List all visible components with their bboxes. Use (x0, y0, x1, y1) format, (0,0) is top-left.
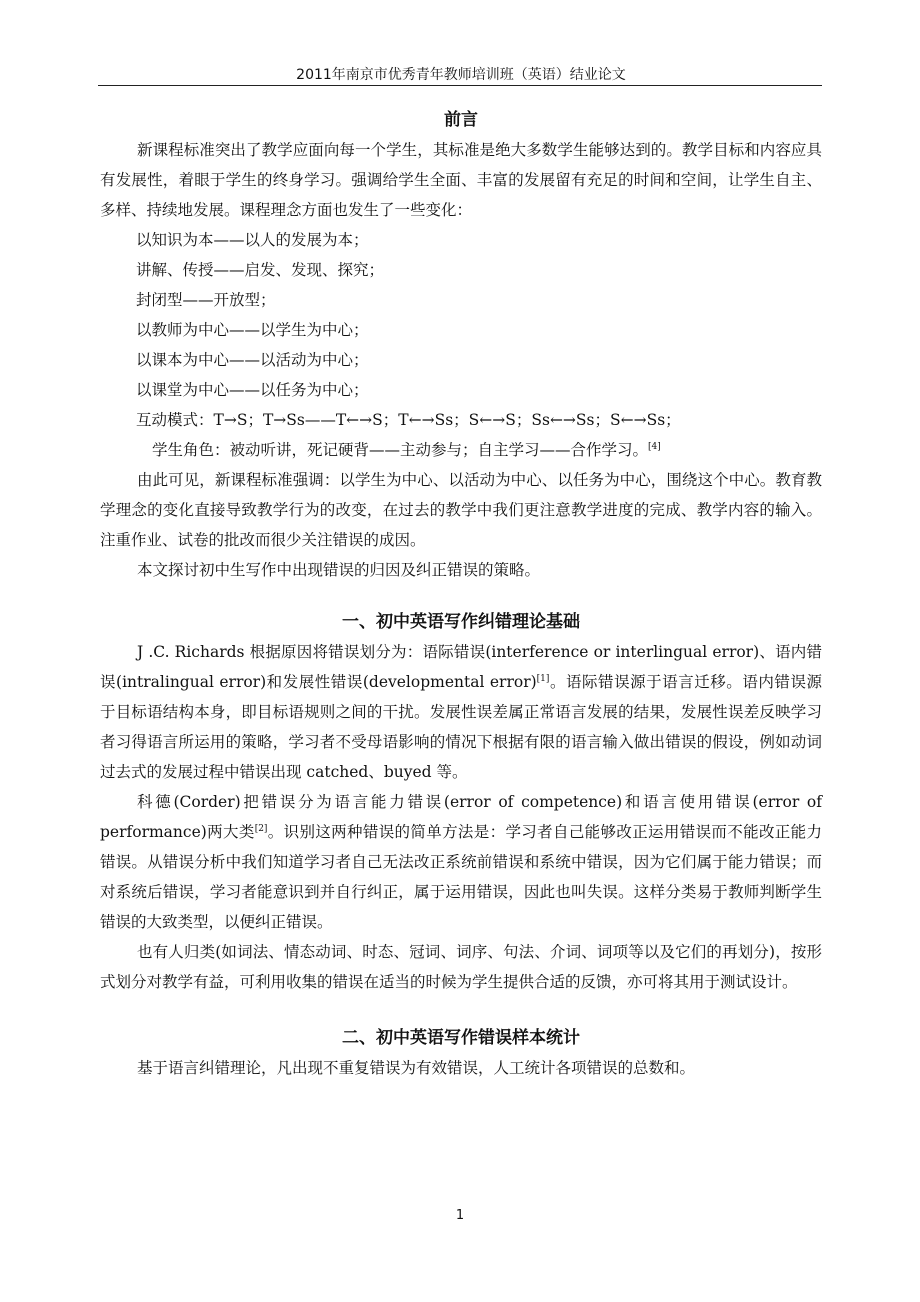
student-roles-text: 学生角色：被动听讲，死记硬背——主动参与；自主学习——合作学习。 (152, 441, 649, 459)
page-number: 1 (455, 1208, 465, 1223)
list-item: 以课本为中心——以活动为中心； (136, 351, 369, 369)
list-item: 封闭型——开放型； (136, 291, 276, 309)
preface-intro: 新课程标准突出了教学应面向每一个学生，其标准是绝大多数学生能够达到的。教学目标和内容应具有发展性，着眼于学生的终身学习。强调给学生全面、丰富的发展留有充足的时间和空间，让学生自主、多样、持续地发展。课程理念方面也发生了一些变化： (100, 141, 822, 219)
section1-title: 一、初中英语写作纠错理论基础 (342, 612, 580, 632)
section1-paragraph (100, 787, 822, 937)
header-divider (98, 85, 822, 86)
list-item: 以课堂为中心——以任务为中心； (136, 381, 369, 399)
preface-purpose: 本文探讨初中生写作中出现错误的归因及纠正错误的策略。 (137, 561, 541, 579)
preface-title: 前言 (444, 110, 478, 130)
citation-ref: [4] (648, 441, 661, 452)
citation-ref: [1] (536, 673, 550, 684)
list-item: 以知识为本——以人的发展为本； (136, 231, 369, 249)
citation-ref: [2] (254, 823, 268, 834)
section1-p2-text-a: 科德(Corder)把错误分为语言能力错误(error of competence)和语言使用错误(error of performance)两大类 (100, 793, 822, 841)
section1-p2-text-b: 。识别这两种错误的简单方法是：学习者自己能够改正运用错误而不能改正能力错误。从错误分析中我们知道学习者自己无法改正系统前错误和系统中错误，因为它们属于能力错误；而对系统后错误，学习者能意识到并自行纠正，属于运用错误，因此也叫失误。这样分类易于教师判断学生错误的大致类型，以便纠正错误。 (100, 823, 822, 931)
section1-paragraph: 也有人归类(如词法、情态动词、时态、冠词、词序、句法、介词、词项等以及它们的再划分)，按形式划分对教学有益，可利用收集的错误在适当的时候为学生提供合适的反馈，亦可将其用于测试设计。 (100, 943, 822, 991)
paper-body (100, 100, 822, 1083)
list-item: 互动模式：T→S；T→Ss——T←→S；T←→Ss；S←→S；Ss←→Ss；S←→Ss； (136, 411, 681, 429)
list-item: 讲解、传授——启发、发现、探究； (136, 261, 385, 279)
section1-p1-text-b: 。语际错误源于语言迁移。语内错误源于目标语结构本身，即目标语规则之间的干扰。发展性误差属正常语言发展的结果，发展性误差反映学习者习得语言所运用的策略，学习者不受母语影响的情况下根据有限的语言输入做出错误的假设，例如动词过去式的发展过程中错误出现 catched、buyed 等。 (100, 673, 822, 781)
preface-conclusion: 由此可见，新课程标准强调：以学生为中心、以活动为中心、以任务为中心，围绕这个中心。教育教学理念的变化直接导致教学行为的改变，在过去的教学中我们更注意教学进度的完成、教学内容的输入。 注重作业、试卷的批改而很少关注错误的成因。 (100, 471, 822, 549)
list-item: 以教师为中心——以学生为中心； (136, 321, 369, 339)
student-roles-line (100, 435, 822, 465)
section1-p1-text-a: J .C. Richards 根据原因将错误划分为：语际错误(interference or interlingual error)、语内错误(intralingual error)和发展性错误(developmental error) (100, 643, 822, 691)
spacer (100, 997, 822, 1023)
section2-title: 二、初中英语写作错误样本统计 (342, 1028, 580, 1048)
running-header: 2011年南京市优秀青年教师培训班（英语）结业论文 (296, 67, 626, 83)
section2-paragraph: 基于语言纠错理论，凡出现不重复错误为有效错误，人工统计各项错误的总数和。 (137, 1059, 696, 1077)
section1-paragraph (100, 637, 822, 787)
spacer (100, 585, 822, 607)
